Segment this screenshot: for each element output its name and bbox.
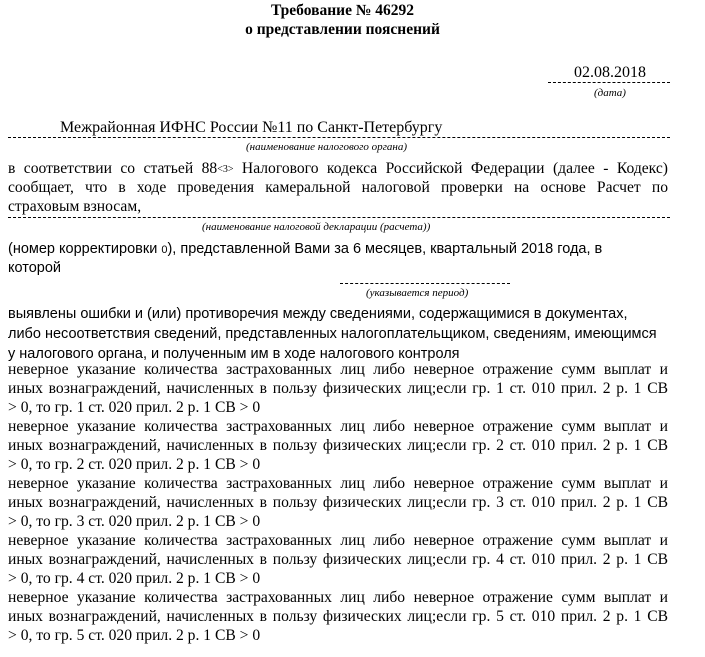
finding-item [8,360,668,417]
findings-list [8,360,668,645]
intro-line-1-end: Налогового кодекса Российской Федерации (далее - Кодекс) [233,160,668,177]
correction-text-b: ), представленной Вами за 6 месяцев, квартальный 2018 года, в [167,241,603,257]
document-subtitle: о представлении пояснений [245,21,440,38]
authority-underline [8,137,670,138]
finding-line: неверное указание количества застрахованных лиц либо неверное отражение сумм выплат и [8,361,668,378]
findings-intro-line: выявлены ошибки и (или) противоречия между сведениями, содержащимися в документах, [8,306,628,322]
finding-line: неверное указание количества застрахованных лиц либо неверное отражение сумм выплат и [8,589,668,606]
period-caption: (указывается период) [366,287,469,299]
findings-intro-line: у налогового органа, и полученным им в ходе налогового контроля [8,346,460,362]
intro-paragraph [8,159,668,216]
intro-line-1-start: в соответствии со статьей 88 [8,160,218,177]
finding-line: неверное указание количества застрахованных лиц либо неверное отражение сумм выплат и [8,418,668,435]
authority-caption: (наименование налогового органа) [246,141,408,153]
finding-line: неверное указание количества застрахованных лиц либо неверное отражение сумм выплат и [8,475,668,492]
finding-line: неверное указание количества застрахованных лиц либо неверное отражение сумм выплат и [8,532,668,549]
document-date: 02.08.2018 [574,64,646,81]
document-title: Требование № 46292 [270,2,415,19]
declaration-caption: (наименование налоговой декларации (расчета)) [202,221,431,233]
declaration-underline [8,217,670,218]
finding-line: иных вознаграждений, начисленных в пользу физических лиц;если гр. 1 ст. 010 прил. 2 р. 1 СВ [8,380,668,397]
findings-intro-line: либо несоответствия сведений, представленных налогоплательщиком, сведениям, имеющимся [8,326,657,342]
finding-line: иных вознаграждений, начисленных в пользу физических лиц;если гр. 5 ст. 010 прил. 2 р. 1 СВ [8,608,668,625]
finding-item [8,417,668,474]
correction-line-1 [8,241,602,257]
finding-line: иных вознаграждений, начисленных в пользу физических лиц;если гр. 2 ст. 010 прил. 2 р. 1 СВ [8,437,668,454]
finding-line: > 0, то гр. 3 ст. 020 прил. 2 р. 1 СВ > 0 [8,513,261,530]
intro-line-2: сообщает, что в ходе проведения камеральной налоговой проверки на основе Расчет по [8,179,668,196]
date-caption: (дата) [594,87,626,99]
finding-item [8,588,668,645]
correction-line-2: которой [8,260,62,276]
findings-intro [8,304,657,364]
finding-line: > 0, то гр. 2 ст. 020 прил. 2 р. 1 СВ > 0 [8,456,261,473]
date-underline [548,82,670,83]
finding-item [8,474,668,531]
finding-line: > 0, то гр. 4 ст. 020 прил. 2 р. 1 СВ > 0 [8,570,261,587]
intro-line-3: страховым взносам, [8,198,142,215]
period-underline [340,283,510,284]
correction-number: 0 [161,244,168,256]
footnote-ref: <3> [217,164,234,175]
finding-line: иных вознаграждений, начисленных в пользу физических лиц;если гр. 3 ст. 010 прил. 2 р. 1 СВ [8,494,668,511]
finding-line: иных вознаграждений, начисленных в пользу физических лиц;если гр. 4 ст. 010 прил. 2 р. 1 СВ [8,551,668,568]
tax-authority-name: Межрайонная ИФНС России №11 по Санкт-Петербургу [60,119,443,136]
finding-item [8,531,668,588]
finding-line: > 0, то гр. 5 ст. 020 прил. 2 р. 1 СВ > 0 [8,627,261,644]
intro-line-1 [8,159,668,178]
finding-line: > 0, то гр. 1 ст. 020 прил. 2 р. 1 СВ > 0 [8,399,261,416]
correction-text-a: (номер корректировки [8,241,162,257]
